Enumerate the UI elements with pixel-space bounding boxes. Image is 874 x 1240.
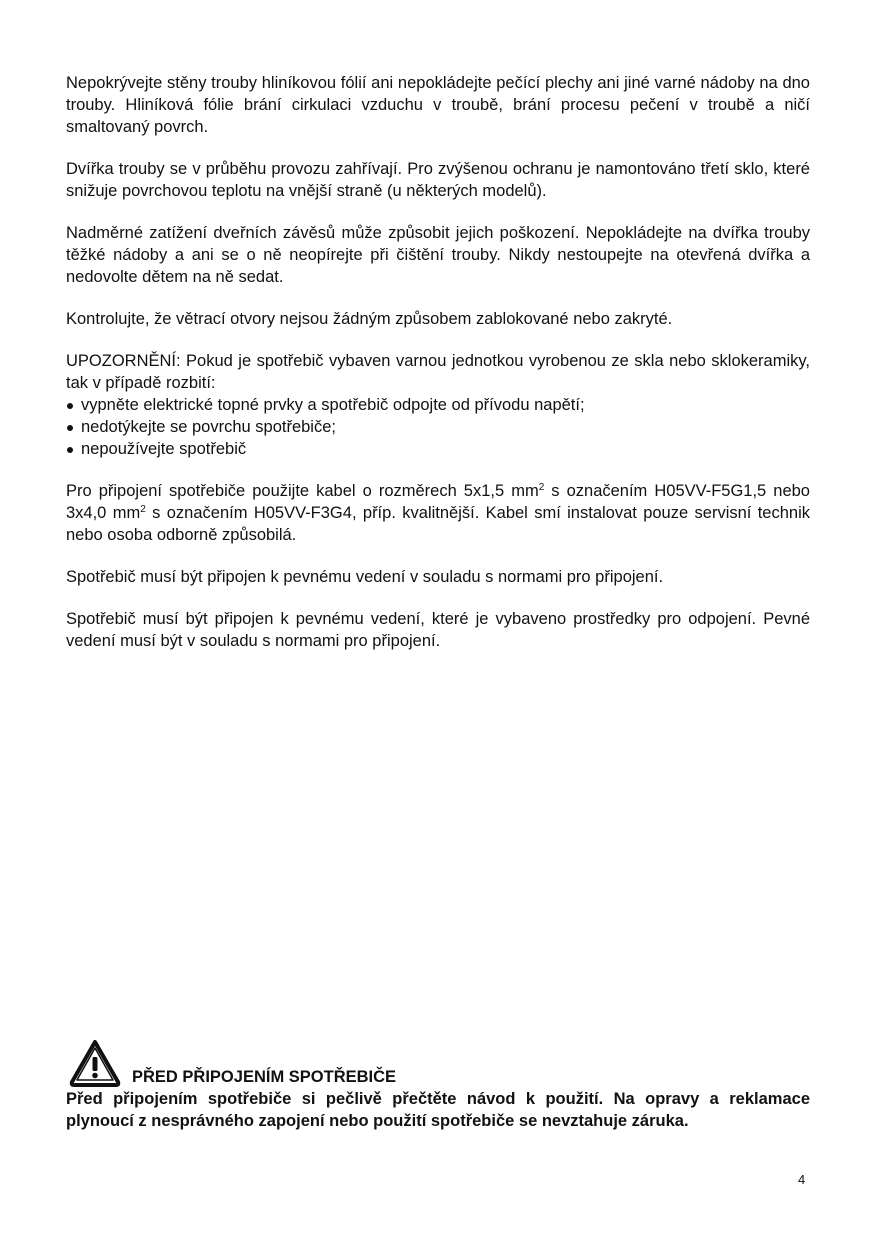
paragraph-fixed-wiring: Spotřebič musí být připojen k pevnému vedení v souladu s normami pro připojení. [66,568,664,586]
list-item-text: nepoužívejte spotřebič [81,440,247,458]
list-item [66,438,810,460]
superscript-2: 2 [140,504,146,515]
paragraph-aluminium-foil: Nepokrývejte stěny trouby hliníkovou fólií ani nepokládejte pečící plechy ani jiné varné nádoby na dno trouby. Hliníková fólie brání cirkulaci vzduchu v troubě, brání procesu pečení v troubě a ničí smaltovaný povrch. [66,74,810,136]
cable-text-2: s označením H05VV-F5G1,5 nebo 3x4,0 mm [66,482,810,522]
cable-text-3: s označením H05VV-F3G4, příp. kvalitnější. Kabel smí instalovat pouze servisní technik nebo osoba odborně způsobilá. [66,504,811,544]
document-body [66,72,810,672]
bullet-icon [67,447,73,453]
paragraph-disconnect-means: Spotřebič musí být připojen k pevnému vedení, které je vybaveno prostředky pro odpojení. Pevné vedení musí být v souladu s normami pro připojení. [66,610,810,650]
cable-text-1: Pro připojení spotřebiče použijte kabel o rozměrech 5x1,5 mm [66,482,539,500]
list-item-text: nedotýkejte se povrchu spotřebiče; [81,418,336,436]
warning-title: PŘED PŘIPOJENÍM SPOTŘEBIČE [132,1068,397,1086]
paragraph-cable-spec [66,480,810,546]
list-item-text: vypněte elektrické topné prvky a spotřebič odpojte od přívodu napětí; [81,396,585,414]
bullet-icon [67,403,73,409]
superscript-2: 2 [538,482,545,493]
paragraph-oven-door-heat: Dvířka trouby se v průběhu provozu zahřívají. Pro zvýšenou ochranu je namontováno třetí sklo, které snižuje povrchovou teplotu na vnější straně (u některých modelů). [66,160,810,200]
list-item [66,394,810,416]
paragraph-glass-warning: UPOZORNĚNÍ: Pokud je spotřebič vybaven varnou jednotkou vyrobenou ze skla nebo sklokeramiky, tak v případě rozbití: [66,352,810,392]
bullet-icon [67,425,73,431]
paragraph-door-hinges: Nadměrné zatížení dveřních závěsů může způsobit jejich poškození. Nepokládejte na dvířka trouby těžké nádoby a ani se o ně neopírejte při čištění trouby. Nikdy nestoupejte na otevřená dvířka a nedovolte dětem na ně sedat. [66,224,810,286]
warning-block [66,1026,810,1132]
warning-header [66,1026,810,1088]
warning-triangle-icon [68,1038,122,1088]
bullet-list [66,394,810,460]
warning-text: Před připojením spotřebiče si pečlivě přečtěte návod k použití. Na opravy a reklamace plynoucí z nesprávného zapojení nebo použití spotřebiče se nevztahuje záruka. [66,1090,810,1130]
paragraph-vents: Kontrolujte, že větrací otvory nejsou žádným způsobem zablokované nebo zakryté. [66,310,673,328]
list-item [66,416,810,438]
page-number: 4 [798,1172,806,1187]
